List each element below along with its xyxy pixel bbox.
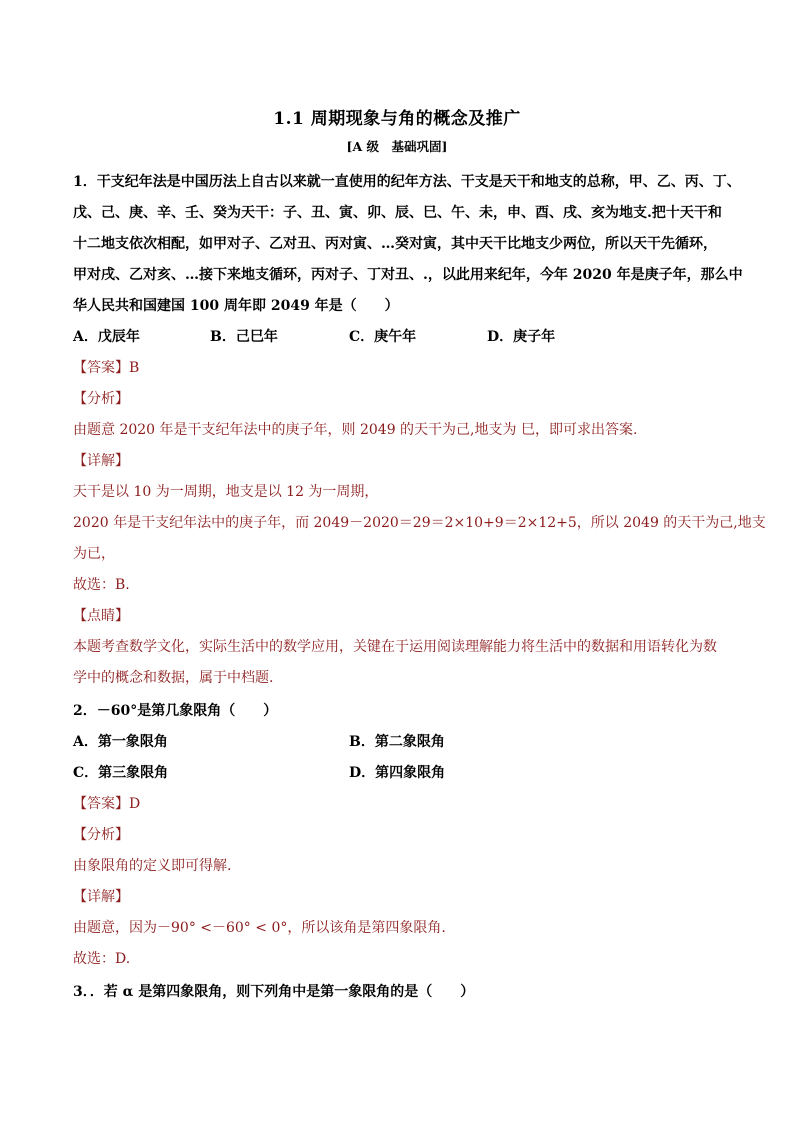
q2-analysis-tag: 【分析】 — [73, 827, 129, 843]
q2-detail-tag: 【详解】 — [73, 889, 129, 905]
q2-answer — [73, 794, 733, 814]
q1-stem-line-3: 十二地支依次相配，如甲对子、乙对丑、丙对寅、…癸对寅，其中天干比地支少两位，所以天干先循环， — [73, 236, 717, 252]
q1-option-c: C．庚午年 — [349, 329, 417, 345]
q1-detail-line-1: 天干是以 10 为一周期，地支是以 12 为一周期， — [73, 484, 379, 500]
q3-stem: 3．．若 α 是第四象限角，则下列角中是第一象限角的是（ ） — [73, 984, 475, 1000]
q1-stem-line-2: 戊、己、庚、辛、壬、癸为天干：子、丑、寅、卯、辰、巳、午、未，申、酉、戌、亥为地支.把十天干和 — [73, 205, 722, 221]
q1-detail-line-2: 2020 年是干支纪年法中的庚子年，而 2049－2020＝29＝2×10+9＝2×12+5，所以 2049 的天干为己,地支 — [73, 515, 766, 531]
q1-comment-line-1: 本题考查数学文化，实际生活中的数学应用，关键在于运用阅读理解能力将生活中的数据和用语转化为数 — [73, 639, 717, 655]
q1-answer-value: B — [129, 360, 140, 376]
q1-choice: 故选：B. — [73, 577, 130, 593]
q1-comment-tag: 【点睛】 — [73, 608, 129, 624]
q1-detail-line-3: 为已， — [73, 546, 115, 562]
q1-option-b: B．己巳年 — [210, 329, 278, 345]
section-level: [A 级 基础巩固] — [346, 139, 448, 154]
q1-answer — [73, 358, 733, 378]
q1-answer-tag: 【答案】 — [73, 360, 129, 376]
q2-option-c: C．第三象限角 — [73, 765, 169, 781]
q2-choice: 故选：D. — [73, 951, 131, 967]
q2-answer-tag: 【答案】 — [73, 796, 129, 812]
q2-option-a: A．第一象限角 — [73, 734, 168, 750]
q1-detail-tag: 【详解】 — [73, 453, 129, 469]
q1-stem-line-1: 1．干支纪年法是中国历法上自古以来就一直使用的纪年方法、干支是天干和地支的总称，甲、乙、丙、丁、 — [73, 174, 741, 190]
q1-comment-line-2: 学中的概念和数据，属于中档题. — [73, 670, 274, 686]
q1-stem-line-5: 华人民共和国建国 100 周年即 2049 年是（ ） — [73, 298, 399, 314]
q2-detail: 由题意，因为－90° <－60° < 0°，所以该角是第四象限角. — [73, 920, 446, 936]
q2-stem: 2．－60°是第几象限角（ ） — [73, 703, 278, 719]
q2-analysis: 由象限角的定义即可得解. — [73, 858, 232, 874]
q1-stem-line-4: 甲对戌、乙对亥、…接下来地支循环，丙对子、丁对丑、.，以此用来纪年，今年 2020 年是庚子年，那么中 — [73, 267, 743, 283]
q2-answer-value: D — [129, 796, 141, 812]
q2-option-d: D．第四象限角 — [349, 765, 446, 781]
q1-option-d: D．庚子年 — [487, 329, 556, 345]
q1-analysis-tag: 【分析】 — [73, 391, 129, 407]
q1-option-a: A．戊辰年 — [73, 329, 140, 345]
page-title: 1.1 周期现象与角的概念及推广 — [273, 109, 521, 129]
q1-analysis: 由题意 2020 年是干支纪年法中的庚子年，则 2049 的天干为己,地支为 巳，即可求出答案. — [73, 422, 638, 438]
q2-option-b: B．第二象限角 — [349, 734, 445, 750]
